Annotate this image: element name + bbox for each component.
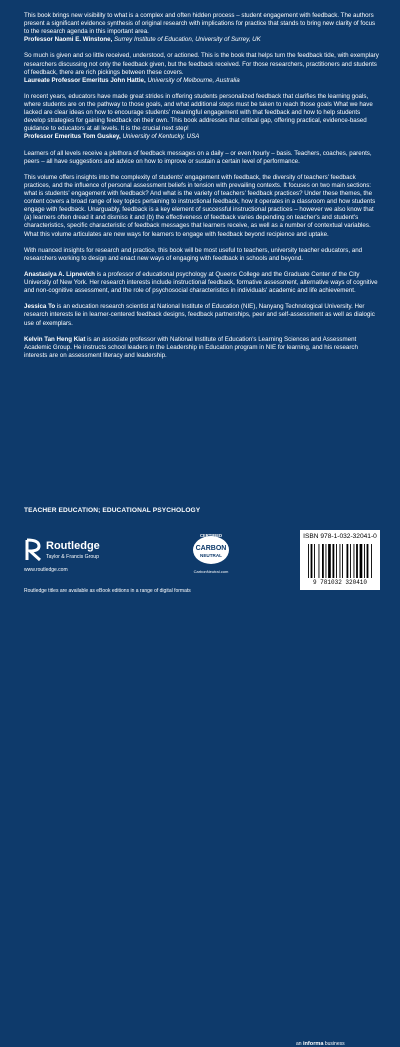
author-bio-text: is a professor of educational psychology at Queens College and the Graduate Center of the City University of New York. Her research interests include instructional feedback, formative assessment, alternative ways of cognitive and non-cognitive assessment, and the role of psychosocial characteristics in individuals' academic and life achievement. — [24, 271, 378, 295]
barcode-bar — [311, 544, 313, 578]
endorser-name: Professor Emeritus Tom Guskey — [24, 133, 120, 141]
barcode-bar — [328, 544, 331, 578]
barcode-bar — [333, 544, 335, 578]
author-bio — [24, 336, 382, 360]
endorser-affiliation: University of Kentucky, USA — [122, 133, 200, 141]
author-name: Jessica To — [24, 303, 56, 311]
author-name: Anastasiya A. Lipnevich — [24, 271, 95, 278]
barcode-bar — [326, 544, 327, 578]
carbon-main-label: CARBON — [195, 545, 227, 552]
barcode-bar — [319, 544, 320, 578]
author-bio — [24, 271, 382, 295]
barcode-bar — [356, 544, 358, 578]
barcode-icon — [308, 544, 374, 578]
endorser-name: Laureate Professor Emeritus John Hattie — [24, 76, 145, 84]
publisher-group: Taylor & Francis Group — [46, 554, 100, 560]
author-bio — [24, 303, 382, 327]
carbon-top-label: CERTIFIED — [199, 533, 223, 538]
barcode-bar — [347, 544, 349, 578]
informa-suffix: business — [324, 1041, 345, 1047]
endorser: Laureate Professor Emeritus John Hattie, University of Melbourne, Australia — [24, 76, 240, 84]
barcode-bar — [371, 544, 372, 578]
ebook-note: Routledge titles are available as eBook editions in a range of digital formats — [24, 588, 191, 594]
isbn-label: ISBN 978-1-032-32041-0 — [303, 533, 377, 540]
series-label: TEACHER EDUCATION; EDUCATIONAL PSYCHOLOGY — [24, 507, 201, 514]
description-paragraph: Learners of all levels receive a plethora of feedback messages on a daily – or even hourly – basis. Teachers, coaches, parents, peers – all have suggestions and advice on how to improve or sustain a certain level of performance. — [24, 149, 372, 165]
barcode-bar — [367, 544, 369, 578]
barcode-bar — [350, 544, 351, 578]
barcode-bar — [336, 544, 337, 578]
routledge-logo — [24, 538, 114, 566]
informa-name: informa — [302, 1041, 324, 1047]
author-name: Kelvin Tan Heng Kiat — [24, 335, 86, 343]
endorsement-text: So much is given and so little received, understood, or actioned. This is the book that helps turn the feedback tide, with exemplary researchers discussing not only the feedback given, but the feedback received. For those researchers, practitioners and students of feedback, there are rich pickings between these covers. — [24, 52, 379, 76]
endorser-affiliation: Surrey Institute of Education, University of Surrey, UK — [114, 36, 261, 44]
endorser-affiliation: University of Melbourne, Australia — [147, 76, 240, 84]
barcode-bar — [322, 544, 324, 578]
publisher-name: Routledge — [46, 540, 100, 552]
endorsement-text: In recent years, educators have made great strides in offering students personalized feedback that clarifies the learning goals, where students are on the pathway to those goals, and what additional steps must be taken to reach those goals What we have lacked are clear ideas on how to encourage students' meaningful engagement with that feedback and how to help students develop strategies for gaining feedback on their own. This book addresses that critical gap, offering practical, evidence-based guidance to educators at all levels. It is the crucial next step! — [24, 92, 373, 133]
barcode-bar — [360, 544, 363, 578]
cover-text — [24, 12, 382, 360]
informa-label — [296, 1041, 345, 1047]
endorser: Professor Naomi E. Winstone, Surrey Institute of Education, University of Surrey, UK — [24, 36, 261, 44]
barcode-bar — [364, 544, 365, 578]
routledge-mark-icon — [24, 538, 44, 562]
author-bio-text: is an education research scientist at National Institute of Education (NIE), Nanyang Technological University. Her research interests lie in learner-centered feedback designs, feedback partnerships, peer and self-assessment as well as dialogic use of exemplars. — [24, 303, 375, 327]
endorsement-text: This book brings new visibility to what is a complex and often hidden process – student engagement with feedback. The authors present a significant evidence synthesis of original research with implications for practice that stands to bring new clarity of focus to the research agenda in this important area. — [24, 12, 376, 36]
author-bio-text: is an associate professor with National Institute of Education's Learning Sciences and Assessment Academic Group. He instructs school leaders in the Leadership in Education program in NIE for learning, and his research interests are on assessment literacy and leadership. — [24, 335, 358, 359]
carbon-url: CarbonNeutral.com — [193, 569, 229, 574]
barcode-bar — [314, 544, 315, 578]
barcode-bar — [308, 544, 309, 578]
isbn-barcode — [300, 530, 380, 590]
barcode-bar — [354, 544, 355, 578]
barcode-digits: 9 781032 320410 — [312, 579, 367, 586]
endorser-name: Professor Naomi E. Winstone — [24, 36, 111, 44]
description-paragraph: With nuanced insights for research and practice, this book will be most useful to teachers, university teacher educators, and researchers working to design and enact new ways of engaging with feedback in schools and beyond. — [24, 246, 363, 262]
carbon-sub-label: NEUTRAL — [200, 553, 222, 558]
endorser: Professor Emeritus Tom Guskey, University of Kentucky, USA — [24, 133, 200, 141]
carbon-neutral-icon — [191, 530, 231, 566]
barcode-bar — [342, 544, 343, 578]
carbon-neutral-badge — [185, 530, 237, 578]
description-paragraph: This volume offers insights into the complexity of students' engagement with feedback, the diversity of teachers' feedback practices, and the influence of personal assessment beliefs in tension with prevailing contexts. It focuses on two main sections: what is students' engagement with feedback? And what is the variety of teachers' feedback practices? Under these themes, the content covers a broad range of key topics pertaining to instructional feedback, how it operates in a classroom and how students engage with feedback. Unarguably, feedback is a key element of successful instructional practices – however we also know that (a) learners often dread it and dismiss it and (b) the effectiveness of feedback varies depending on teacher's and student's characteristics, specific characteristic of feedback messages that learners receive, as well as a number of contextual variables. What this volume articulates are new ways for learners to engage with feedback beyond recipience and uptake. — [24, 173, 376, 238]
barcode-bar — [340, 544, 341, 578]
publisher-url: www.routledge.com — [24, 567, 68, 573]
informa-prefix: an — [296, 1041, 302, 1047]
